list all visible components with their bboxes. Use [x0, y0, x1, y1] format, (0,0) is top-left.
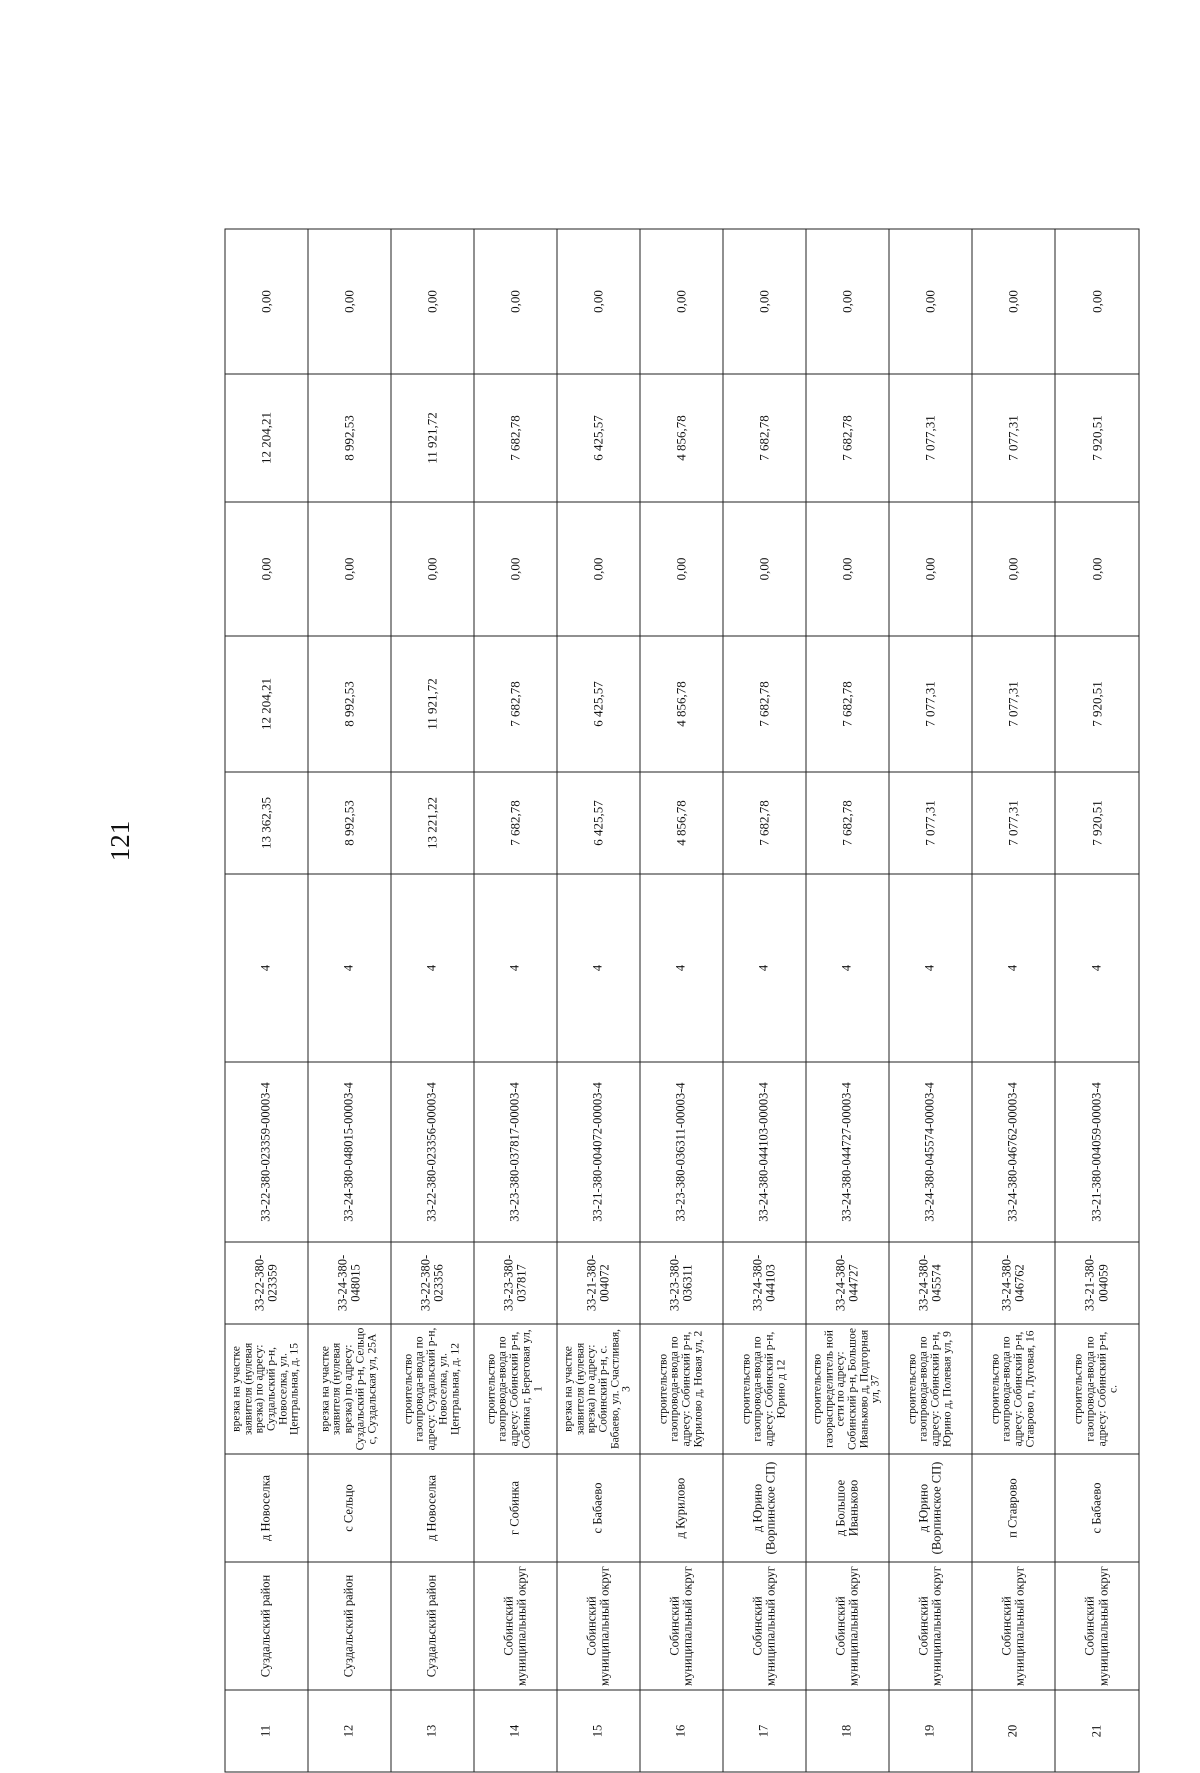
value-cell-4: 7 077,31 — [889, 374, 972, 502]
value-cell-3: 0,00 — [308, 502, 391, 636]
value-cell-3: 0,00 — [640, 502, 723, 636]
value-cell-2: 7 682,78 — [723, 636, 806, 772]
district-cell: Собинский муниципальный округ — [972, 1562, 1055, 1690]
district-cell: Суздальский район — [391, 1562, 474, 1690]
table-row — [1055, 229, 1139, 1772]
value-cell-1: 7 682,78 — [474, 772, 557, 874]
value-cell-5: 0,00 — [225, 229, 308, 374]
value-cell-4: 7 682,78 — [723, 374, 806, 502]
category-cell: 4 — [308, 874, 391, 1062]
row-number-cell: 14 — [474, 1690, 557, 1772]
value-cell-3: 0,00 — [225, 502, 308, 636]
value-cell-1: 7 682,78 — [723, 772, 806, 874]
value-cell-2: 7 682,78 — [474, 636, 557, 772]
row-number-cell: 17 — [723, 1690, 806, 1772]
district-cell: Суздальский район — [308, 1562, 391, 1690]
table-row — [640, 229, 723, 1772]
district-cell: Суздальский район — [225, 1562, 308, 1690]
value-cell-4: 7 682,78 — [806, 374, 889, 502]
value-cell-4: 7 682,78 — [474, 374, 557, 502]
value-cell-2: 6 425,57 — [557, 636, 640, 772]
application-code-cell: 33-24-380-046762 — [972, 1242, 1055, 1324]
contract-code-cell: 33-22-380-023359-00003-4 — [225, 1062, 308, 1242]
table-row — [723, 229, 806, 1772]
application-code-cell: 33-23-380-036311 — [640, 1242, 723, 1324]
category-cell: 4 — [474, 874, 557, 1062]
row-number-cell: 11 — [225, 1690, 308, 1772]
value-cell-3: 0,00 — [806, 502, 889, 636]
value-cell-1: 7 682,78 — [806, 772, 889, 874]
contract-code-cell: 33-21-380-004072-00003-4 — [557, 1062, 640, 1242]
row-number-cell: 15 — [557, 1690, 640, 1772]
contract-code-cell: 33-24-380-045574-00003-4 — [889, 1062, 972, 1242]
table-row — [391, 229, 474, 1772]
category-cell: 4 — [640, 874, 723, 1062]
row-number-cell: 12 — [308, 1690, 391, 1772]
row-number-cell: 18 — [806, 1690, 889, 1772]
contract-code-cell: 33-21-380-004059-00003-4 — [1055, 1062, 1139, 1242]
settlement-cell: д Курилово — [640, 1454, 723, 1562]
value-cell-3: 0,00 — [474, 502, 557, 636]
work-description-cell: строительство газопровода-ввода по адресу: Собинский р-н, Юрино д, Полевая ул, 9 — [889, 1324, 972, 1454]
category-cell: 4 — [1055, 874, 1139, 1062]
application-code-cell: 33-24-380-044727 — [806, 1242, 889, 1324]
category-cell: 4 — [391, 874, 474, 1062]
value-cell-2: 12 204,21 — [225, 636, 308, 772]
table-body — [225, 229, 1139, 1772]
value-cell-3: 0,00 — [1055, 502, 1139, 636]
value-cell-5: 0,00 — [1055, 229, 1139, 374]
value-cell-4: 8 992,53 — [308, 374, 391, 502]
value-cell-5: 0,00 — [474, 229, 557, 374]
contract-code-cell: 33-24-380-048015-00003-4 — [308, 1062, 391, 1242]
category-cell: 4 — [225, 874, 308, 1062]
category-cell: 4 — [806, 874, 889, 1062]
category-cell: 4 — [557, 874, 640, 1062]
value-cell-4: 6 425,57 — [557, 374, 640, 502]
settlement-cell: с Сельцо — [308, 1454, 391, 1562]
category-cell: 4 — [972, 874, 1055, 1062]
row-number-cell: 19 — [889, 1690, 972, 1772]
work-description-cell: врезка на участке заявителя (нулевая врезка) по адресу: Суздальский р-н, Новоселка, ул. Центральная, д. 15 — [225, 1324, 308, 1454]
settlement-cell: с Бабаево — [557, 1454, 640, 1562]
work-description-cell: врезка на участке заявителя (нулевая врезка) по адресу: Собинский р-н, с. Бабаево, ул. Счастливая, 3 — [557, 1324, 640, 1454]
category-cell: 4 — [723, 874, 806, 1062]
value-cell-3: 0,00 — [889, 502, 972, 636]
contract-code-cell: 33-24-380-046762-00003-4 — [972, 1062, 1055, 1242]
work-description-cell: строительство газопровода-ввода по адресу: Собинский р-н, с. — [1055, 1324, 1139, 1454]
settlement-cell: с Бабаево — [1055, 1454, 1139, 1562]
contract-code-cell: 33-22-380-023356-00003-4 — [391, 1062, 474, 1242]
work-description-cell: строительство газопровода-ввода по адресу: Собинский р-н, Собинка г, Береговая ул, 1 — [474, 1324, 557, 1454]
value-cell-1: 7 077,31 — [889, 772, 972, 874]
value-cell-1: 6 425,57 — [557, 772, 640, 874]
value-cell-2: 7 077,31 — [889, 636, 972, 772]
page-number: 121 — [105, 820, 135, 862]
value-cell-1: 8 992,53 — [308, 772, 391, 874]
settlement-cell: д Юрино (Ворпинское СП) — [889, 1454, 972, 1562]
contract-code-cell: 33-23-380-037817-00003-4 — [474, 1062, 557, 1242]
value-cell-2: 7 920,51 — [1055, 636, 1139, 772]
settlement-cell: д Новоселка — [225, 1454, 308, 1562]
rotated-table-wrapper — [225, 230, 1139, 1773]
settlement-cell: д Юрино (Ворпинское СП) — [723, 1454, 806, 1562]
value-cell-2: 7 682,78 — [806, 636, 889, 772]
work-description-cell: врезка на участке заявителя (нулевая врезка) по адресу: Суздальский р-н, Сельцо с, Суздальская ул, 25А — [308, 1324, 391, 1454]
settlement-cell: г Собинка — [474, 1454, 557, 1562]
value-cell-2: 7 077,31 — [972, 636, 1055, 772]
application-code-cell: 33-24-380-045574 — [889, 1242, 972, 1324]
value-cell-2: 11 921,72 — [391, 636, 474, 772]
value-cell-3: 0,00 — [557, 502, 640, 636]
work-description-cell: строительство газопровода-ввода по адресу: Собинский р-н, Курилово д, Новая ул, 2 — [640, 1324, 723, 1454]
value-cell-3: 0,00 — [723, 502, 806, 636]
value-cell-3: 0,00 — [391, 502, 474, 636]
value-cell-2: 8 992,53 — [308, 636, 391, 772]
table-row — [308, 229, 391, 1772]
work-description-cell: строительство газопровода-ввода по адресу: Собинский р-н, Ставрово п, Луговая, 16 — [972, 1324, 1055, 1454]
district-cell: Собинский муниципальный округ — [474, 1562, 557, 1690]
value-cell-5: 0,00 — [308, 229, 391, 374]
value-cell-5: 0,00 — [723, 229, 806, 374]
table-row — [225, 229, 308, 1772]
application-code-cell: 33-23-380-037817 — [474, 1242, 557, 1324]
value-cell-1: 7 077,31 — [972, 772, 1055, 874]
value-cell-4: 4 856,78 — [640, 374, 723, 502]
row-number-cell: 16 — [640, 1690, 723, 1772]
value-cell-1: 13 221,22 — [391, 772, 474, 874]
value-cell-4: 7 920,51 — [1055, 374, 1139, 502]
value-cell-1: 13 362,35 — [225, 772, 308, 874]
contract-code-cell: 33-24-380-044103-00003-4 — [723, 1062, 806, 1242]
value-cell-5: 0,00 — [889, 229, 972, 374]
work-description-cell: строительство газопровода-ввода по адресу: Суздальский р-н, Новоселка, ул. Центральная, д. 12 — [391, 1324, 474, 1454]
application-code-cell: 33-21-380-004072 — [557, 1242, 640, 1324]
table-row — [806, 229, 889, 1772]
value-cell-3: 0,00 — [972, 502, 1055, 636]
value-cell-5: 0,00 — [557, 229, 640, 374]
application-code-cell: 33-24-380-044103 — [723, 1242, 806, 1324]
work-description-cell: строительство газораспределитель ной сети по адресу: Собинский р-н, Большое Иваньково д, Подгорная ул, 37 — [806, 1324, 889, 1454]
value-cell-1: 7 920,51 — [1055, 772, 1139, 874]
application-code-cell: 33-22-380-023359 — [225, 1242, 308, 1324]
value-cell-4: 11 921,72 — [391, 374, 474, 502]
row-number-cell: 13 — [391, 1690, 474, 1772]
district-cell: Собинский муниципальный округ — [806, 1562, 889, 1690]
settlement-cell: д Новоселка — [391, 1454, 474, 1562]
value-cell-5: 0,00 — [972, 229, 1055, 374]
application-code-cell: 33-24-380-048015 — [308, 1242, 391, 1324]
settlement-cell: д Большое Иваньково — [806, 1454, 889, 1562]
settlement-cell: п Ставрово — [972, 1454, 1055, 1562]
district-cell: Собинский муниципальный округ — [889, 1562, 972, 1690]
table-row — [557, 229, 640, 1772]
application-code-cell: 33-21-380-004059 — [1055, 1242, 1139, 1324]
district-cell: Собинский муниципальный округ — [1055, 1562, 1139, 1690]
value-cell-1: 4 856,78 — [640, 772, 723, 874]
district-cell: Собинский муниципальный округ — [557, 1562, 640, 1690]
row-number-cell: 21 — [1055, 1690, 1139, 1772]
contract-code-cell: 33-24-380-044727-00003-4 — [806, 1062, 889, 1242]
contract-code-cell: 33-23-380-036311-00003-4 — [640, 1062, 723, 1242]
value-cell-5: 0,00 — [391, 229, 474, 374]
work-description-cell: строительство газопровода-ввода по адресу: Собинский р-н, Юрино д 12 — [723, 1324, 806, 1454]
register-table — [225, 229, 1140, 1773]
value-cell-5: 0,00 — [640, 229, 723, 374]
value-cell-2: 4 856,78 — [640, 636, 723, 772]
table-row — [972, 229, 1055, 1772]
table-row — [889, 229, 972, 1772]
district-cell: Собинский муниципальный округ — [640, 1562, 723, 1690]
value-cell-4: 12 204,21 — [225, 374, 308, 502]
table-row — [474, 229, 557, 1772]
district-cell: Собинский муниципальный округ — [723, 1562, 806, 1690]
value-cell-4: 7 077,31 — [972, 374, 1055, 502]
value-cell-5: 0,00 — [806, 229, 889, 374]
category-cell: 4 — [889, 874, 972, 1062]
row-number-cell: 20 — [972, 1690, 1055, 1772]
application-code-cell: 33-22-380-023356 — [391, 1242, 474, 1324]
